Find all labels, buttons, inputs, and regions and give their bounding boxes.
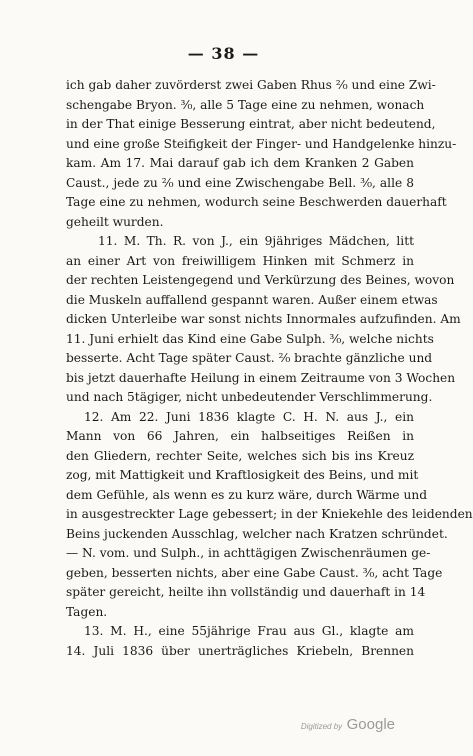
text-line: — N. vom. und Sulph., in achttägigen Zwischenräumen ge- — [66, 546, 431, 560]
watermark-brand: Google — [346, 716, 395, 733]
text-line: Caust., jede zu ²⁄₀ und eine Zwischengabe Bell. ³⁄₀, alle 8 — [66, 175, 414, 190]
text-line: bis jetzt dauerhafte Heilung in einem Zeitraume von 3 Wochen — [66, 370, 456, 385]
text-line: 13. M. H., eine 55jährige Frau aus Gl., klagte am — [84, 624, 414, 638]
text-line: zog, mit Mattigkeit und Kraftlosigkeit des Beins, und mit — [66, 468, 419, 482]
text-line: an einer Art von freiwilligem Hinken mit Schmerz in — [66, 253, 414, 268]
text-line: kam. Am 17. Mai darauf gab ich dem Kranken 2 Gaben — [66, 156, 414, 170]
text-line: in der That einige Besserung eintrat, aber nicht bedeutend, — [66, 117, 436, 131]
text-line: besserte. Acht Tage später Caust. ²⁄₀ brachte gänzliche und — [66, 351, 433, 365]
watermark-prefix: Digitized by — [300, 722, 343, 731]
text-line: 11. M. Th. R. von J., ein 9jähriges Mädchen, litt — [98, 234, 414, 248]
text-line: und eine große Steifigkeit der Finger- und Handgelenke hinzu- — [66, 136, 457, 151]
text-line: in ausgestreckter Lage gebessert; in der Kniekehle des leidenden — [66, 507, 473, 521]
text-line: geben, besserten nichts, aber eine Gabe Caust. ³⁄₀, acht Tage — [66, 565, 443, 580]
text-line: dem Gefühle, als wenn es zu kurz wäre, durch Wärme und — [66, 487, 428, 502]
google-watermark — [301, 716, 395, 734]
body-text — [66, 76, 473, 661]
text-line: 14. Juli 1836 über unerträgliches Kriebeln, Brennen — [66, 643, 414, 658]
text-line: 12. Am 22. Juni 1836 klagte C. H. N. aus J., ein — [84, 409, 414, 424]
text-line: und nach 5tägiger, nicht unbedeutender Verschlimmerung. — [66, 390, 433, 404]
text-line: ich gab daher zuvörderst zwei Gaben Rhus ²⁄₀ und eine Zwi- — [66, 78, 436, 92]
text-line: schengabe Bryon. ³⁄₀, alle 5 Tage eine zu nehmen, wonach — [66, 97, 425, 112]
text-line: die Muskeln auffallend gespannt waren. Außer einem etwas — [66, 292, 438, 307]
text-line: Mann von 66 Jahren, ein halbseitiges Reißen in — [66, 429, 414, 443]
text-line: den Gliedern, rechter Seite, welches sich bis ins Kreuz — [66, 448, 414, 463]
text-line: 11. Juni erhielt das Kind eine Gabe Sulph. ³⁄₀, welche nichts — [66, 331, 434, 346]
text-line: der rechten Leistengegend und Verkürzung des Beines, wovon — [66, 273, 455, 287]
text-line: Beins juckenden Ausschlag, welcher nach Kratzen schründet. — [66, 526, 448, 541]
text-line: später gereicht, heilte ihn vollständig und dauerhaft in 14 — [66, 585, 426, 599]
text-line: Tagen. — [66, 604, 108, 619]
page-number: — 38 — — [187, 44, 260, 63]
text-line: Tage eine zu nehmen, wodurch seine Beschwerden dauerhaft — [66, 195, 447, 209]
text-line: geheilt wurden. — [66, 214, 164, 229]
text-line: dicken Unterleibe war sonst nichts Innormales aufzufinden. Am — [66, 312, 461, 326]
